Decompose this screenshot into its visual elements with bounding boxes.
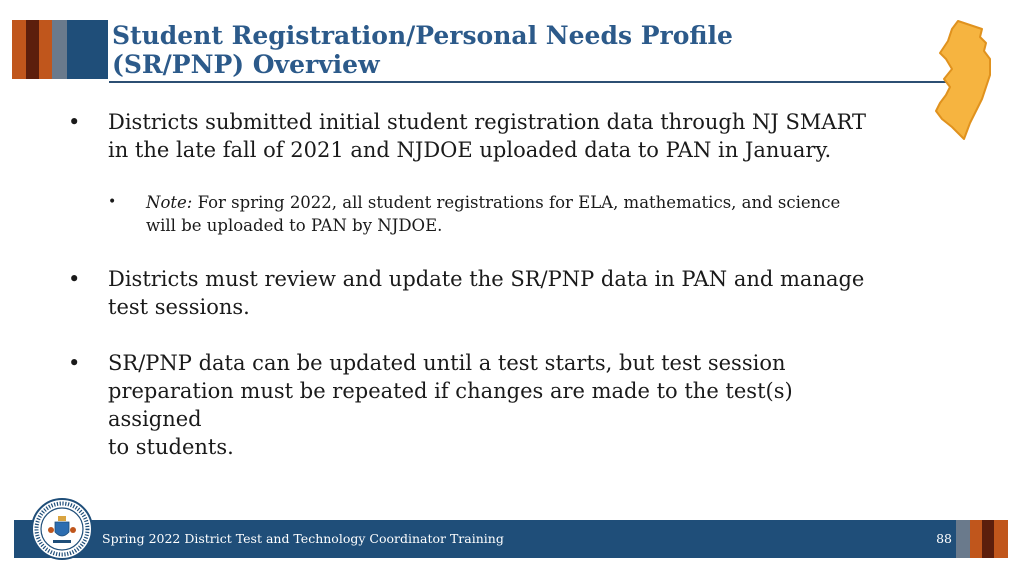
footer-stripe-orange bbox=[970, 520, 982, 558]
footer-bar bbox=[14, 520, 956, 558]
bullet-3-line-2: preparation must be repeated if changes are made to the test(s) assigned bbox=[108, 379, 793, 431]
bullet-marker: • bbox=[68, 351, 81, 375]
bullet-1-line-2: in the late fall of 2021 and NJDOE uploaded data to PAN in January. bbox=[108, 138, 832, 162]
note-label: Note: bbox=[146, 193, 193, 212]
bullet-3-line-3: to students. bbox=[108, 435, 234, 459]
bullet-2-line-2: test sessions. bbox=[108, 295, 250, 319]
bullet-1-line-1: Districts submitted initial student registration data through NJ SMART bbox=[108, 110, 867, 134]
sub-bullet-marker: • bbox=[108, 194, 117, 210]
stripe-orange-2 bbox=[39, 20, 52, 79]
page-title bbox=[112, 21, 733, 79]
bullet-3-line-1: SR/PNP data can be updated until a test starts, but test session bbox=[108, 351, 786, 375]
note-line-1: For spring 2022, all student registrations for ELA, mathematics, and science bbox=[192, 193, 841, 212]
footer-stripe-orange-2 bbox=[994, 520, 1008, 558]
stripe-gray bbox=[52, 20, 67, 79]
stripe-orange bbox=[12, 20, 26, 79]
footer-stripe-gray bbox=[956, 520, 970, 558]
footer-stripe-brown bbox=[982, 520, 994, 558]
bullet-marker: • bbox=[68, 110, 81, 134]
title-line-2: (SR/PNP) Overview bbox=[112, 50, 380, 79]
bullet-marker: • bbox=[68, 267, 81, 291]
stripe-brown bbox=[26, 20, 39, 79]
note-line-2: will be uploaded to PAN by NJDOE. bbox=[146, 216, 443, 235]
stripe-navy bbox=[67, 20, 108, 79]
nj-department-of-education-seal bbox=[31, 498, 93, 560]
title-line-1: Student Registration/Personal Needs Profile bbox=[112, 21, 733, 50]
title-divider bbox=[109, 81, 967, 83]
new-jersey-map-icon bbox=[930, 15, 1010, 143]
page-number: 88 bbox=[936, 531, 952, 546]
footer-text: Spring 2022 District Test and Technology Coordinator Training bbox=[102, 531, 504, 546]
bullet-2-line-1: Districts must review and update the SR/PNP data in PAN and manage bbox=[108, 267, 865, 291]
